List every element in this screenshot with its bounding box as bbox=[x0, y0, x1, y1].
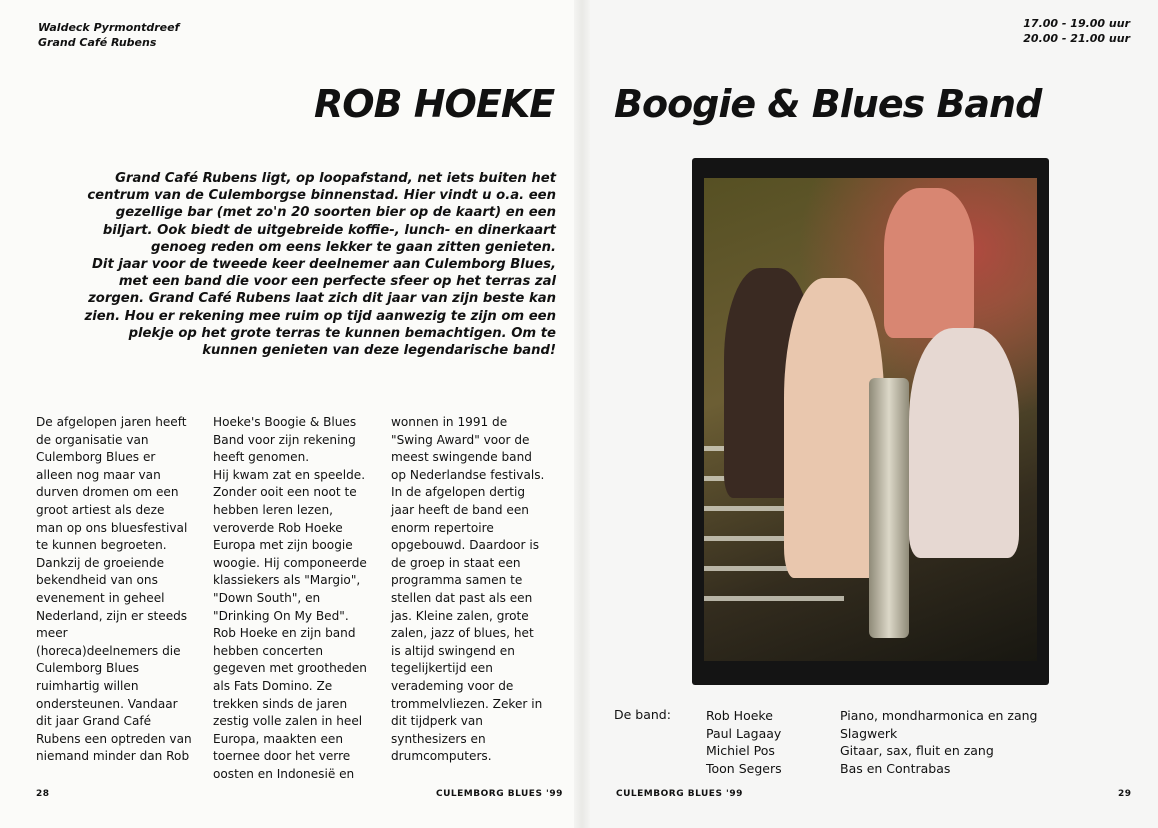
article-line: gegeven met grootheden bbox=[213, 661, 367, 676]
article-line: meer bbox=[36, 626, 68, 641]
article-line: durven dromen om een bbox=[36, 485, 179, 500]
band-member-role: Bas en Contrabas bbox=[840, 760, 951, 776]
band-member-figure bbox=[884, 188, 974, 338]
article-line: enorm repertoire bbox=[391, 520, 494, 535]
show-times bbox=[1023, 16, 1130, 46]
band-member-role: Slagwerk bbox=[840, 725, 898, 741]
band-member-name: Toon Segers bbox=[706, 760, 782, 776]
venue-name: Grand Café Rubens bbox=[38, 36, 157, 49]
intro-line: genoeg reden om eens lekker te gaan zitten genieten. bbox=[151, 239, 556, 255]
article-line: jaar heeft de band een bbox=[391, 502, 529, 517]
article-line: De afgelopen jaren heeft bbox=[36, 415, 187, 429]
intro-line: met een band die voor een perfecte sfeer op het terras zal bbox=[118, 274, 556, 290]
article-line: de organisatie van bbox=[36, 432, 149, 447]
article-line: "Down South", en bbox=[213, 590, 321, 605]
article-line: trekken sinds de jaren bbox=[213, 696, 348, 711]
article-line: meest swingende band bbox=[391, 450, 532, 465]
intro-line: plekje op het grote terras te kunnen bemachtigen. Om te bbox=[128, 325, 556, 341]
venue-street: Waldeck Pyrmontdreef bbox=[38, 21, 180, 34]
article-line: heeft genomen. bbox=[213, 450, 310, 465]
intro-line: zien. Hou er rekening mee ruim op tijd aanwezig te zijn om een bbox=[84, 308, 556, 324]
article-line: zalen, jazz of blues, het bbox=[391, 626, 534, 641]
article-line: "Drinking On My Bed". bbox=[213, 608, 349, 623]
band-photo-image bbox=[704, 178, 1037, 661]
band-member-name: Michiel Pos bbox=[706, 743, 775, 759]
footer-right: CULEMBORG BLUES '99 bbox=[616, 789, 743, 799]
band-photo bbox=[692, 158, 1049, 685]
article-line: Europa, maakten een bbox=[213, 731, 344, 746]
article-line: hebben leren lezen, bbox=[213, 502, 333, 517]
right-page bbox=[580, 0, 1158, 828]
article-line: jas. Kleine zalen, grote bbox=[391, 608, 529, 623]
article-line: evenement in geheel bbox=[36, 590, 165, 605]
article-line: drumcomputers. bbox=[391, 749, 492, 764]
article-line: op Nederlandse festivals. bbox=[391, 467, 545, 482]
article-line: opgebouwd. Daardoor is bbox=[391, 538, 540, 553]
article-line: veroverde Rob Hoeke bbox=[213, 520, 343, 535]
article-line: dit tijdperk van bbox=[391, 714, 483, 729]
article-line: Hij kwam zat en speelde. bbox=[213, 467, 366, 482]
article-line: trommelvliezen. Zeker in bbox=[391, 696, 543, 711]
band-member-name: Rob Hoeke bbox=[706, 708, 773, 723]
article-column-1 bbox=[36, 414, 206, 766]
article-line: oosten en Indonesië en bbox=[213, 766, 355, 781]
band-label: De band: bbox=[614, 707, 671, 722]
page-title-right: Boogie & Blues Band bbox=[614, 82, 1042, 126]
article-line: ruimhartig willen bbox=[36, 678, 139, 693]
article-line: de groep in staat een bbox=[391, 555, 521, 570]
article-line: synthesizers en bbox=[391, 731, 486, 746]
article-line: woogie. Hij componeerde bbox=[213, 555, 367, 570]
page-number-left: 28 bbox=[36, 789, 50, 799]
band-member-figure bbox=[909, 328, 1019, 558]
article-line: alleen nog maar van bbox=[36, 467, 161, 482]
article-line: stellen dat past als een bbox=[391, 590, 533, 605]
article-line: In de afgelopen dertig bbox=[391, 485, 526, 500]
article-line: zestig volle zalen in heel bbox=[213, 714, 363, 729]
intro-line: centrum van de Culemborgse binnenstad. Hier vindt u o.a. een bbox=[87, 188, 556, 204]
time-slot-2: 20.00 - 21.00 uur bbox=[1023, 32, 1130, 45]
venue-info bbox=[38, 20, 179, 50]
page-number-right: 29 bbox=[1118, 789, 1132, 799]
article-line: niemand minder dan Rob bbox=[36, 749, 190, 764]
article-line: te kunnen begroeten. bbox=[36, 538, 167, 553]
article-line: wonnen in 1991 de bbox=[391, 415, 508, 429]
article-line: Dankzij de groeiende bbox=[36, 555, 165, 570]
band-member-role: Gitaar, sax, fluit en zang bbox=[840, 743, 994, 759]
article-line: Culemborg Blues bbox=[36, 661, 140, 676]
article-line: (horeca)deelnemers die bbox=[36, 643, 181, 658]
article-line: is altijd swingend en bbox=[391, 643, 515, 658]
band-member-role: Piano, mondharmonica en zang bbox=[840, 708, 1038, 723]
intro-line: Grand Café Rubens ligt, op loopafstand, net iets buiten het bbox=[115, 171, 556, 186]
article-line: Rob Hoeke en zijn band bbox=[213, 626, 356, 641]
article-line: toernee door het verre bbox=[213, 749, 351, 764]
page-title-left: ROB HOEKE bbox=[314, 82, 555, 126]
banister-post bbox=[869, 378, 909, 638]
article-line: klassiekers als "Margio", bbox=[213, 573, 361, 588]
intro-paragraph bbox=[36, 170, 556, 359]
footer-left: CULEMBORG BLUES '99 bbox=[436, 789, 563, 799]
band-member-name: Paul Lagaay bbox=[706, 725, 782, 741]
article-line: Culemborg Blues er bbox=[36, 450, 156, 465]
spine-gutter bbox=[574, 0, 590, 828]
article-line: hebben concerten bbox=[213, 643, 324, 658]
article-line: "Swing Award" voor de bbox=[391, 432, 530, 447]
article-line: ondersteunen. Vandaar bbox=[36, 696, 178, 711]
intro-line: kunnen genieten van deze legendarische band! bbox=[202, 343, 556, 359]
intro-line: gezellige bar (met zo'n 20 soorten bier op de kaart) en een bbox=[115, 205, 556, 221]
article-column-3 bbox=[391, 414, 571, 766]
article-line: bekendheid van ons bbox=[36, 573, 158, 588]
band-roles-list bbox=[840, 707, 1038, 777]
article-line: groot artiest als deze bbox=[36, 502, 165, 517]
article-line: Zonder ooit een noot te bbox=[213, 485, 357, 500]
article-line: Band voor zijn rekening bbox=[213, 432, 356, 447]
article-line: verademing voor de bbox=[391, 678, 514, 693]
article-line: dit jaar Grand Café bbox=[36, 714, 152, 729]
article-line: Rubens een optreden van bbox=[36, 731, 192, 746]
time-slot-1: 17.00 - 19.00 uur bbox=[1023, 17, 1130, 30]
intro-line: biljart. Ook biedt de uitgebreide koffie-, lunch- en dinerkaart bbox=[102, 222, 556, 238]
article-line: als Fats Domino. Ze bbox=[213, 678, 333, 693]
article-line: man op ons bluesfestival bbox=[36, 520, 188, 535]
band-members-list bbox=[706, 707, 782, 777]
article-line: Hoeke's Boogie & Blues bbox=[213, 415, 357, 429]
intro-line: Dit jaar voor de tweede keer deelnemer aan Culemborg Blues, bbox=[91, 257, 556, 273]
article-line: Europa met zijn boogie bbox=[213, 538, 353, 553]
article-column-2 bbox=[213, 414, 388, 783]
article-line: programma samen te bbox=[391, 573, 523, 588]
article-line: tegelijkertijd een bbox=[391, 661, 493, 676]
intro-line: zorgen. Grand Café Rubens laat zich dit jaar van zijn beste kan bbox=[88, 291, 556, 307]
article-line: Nederland, zijn er steeds bbox=[36, 608, 188, 623]
